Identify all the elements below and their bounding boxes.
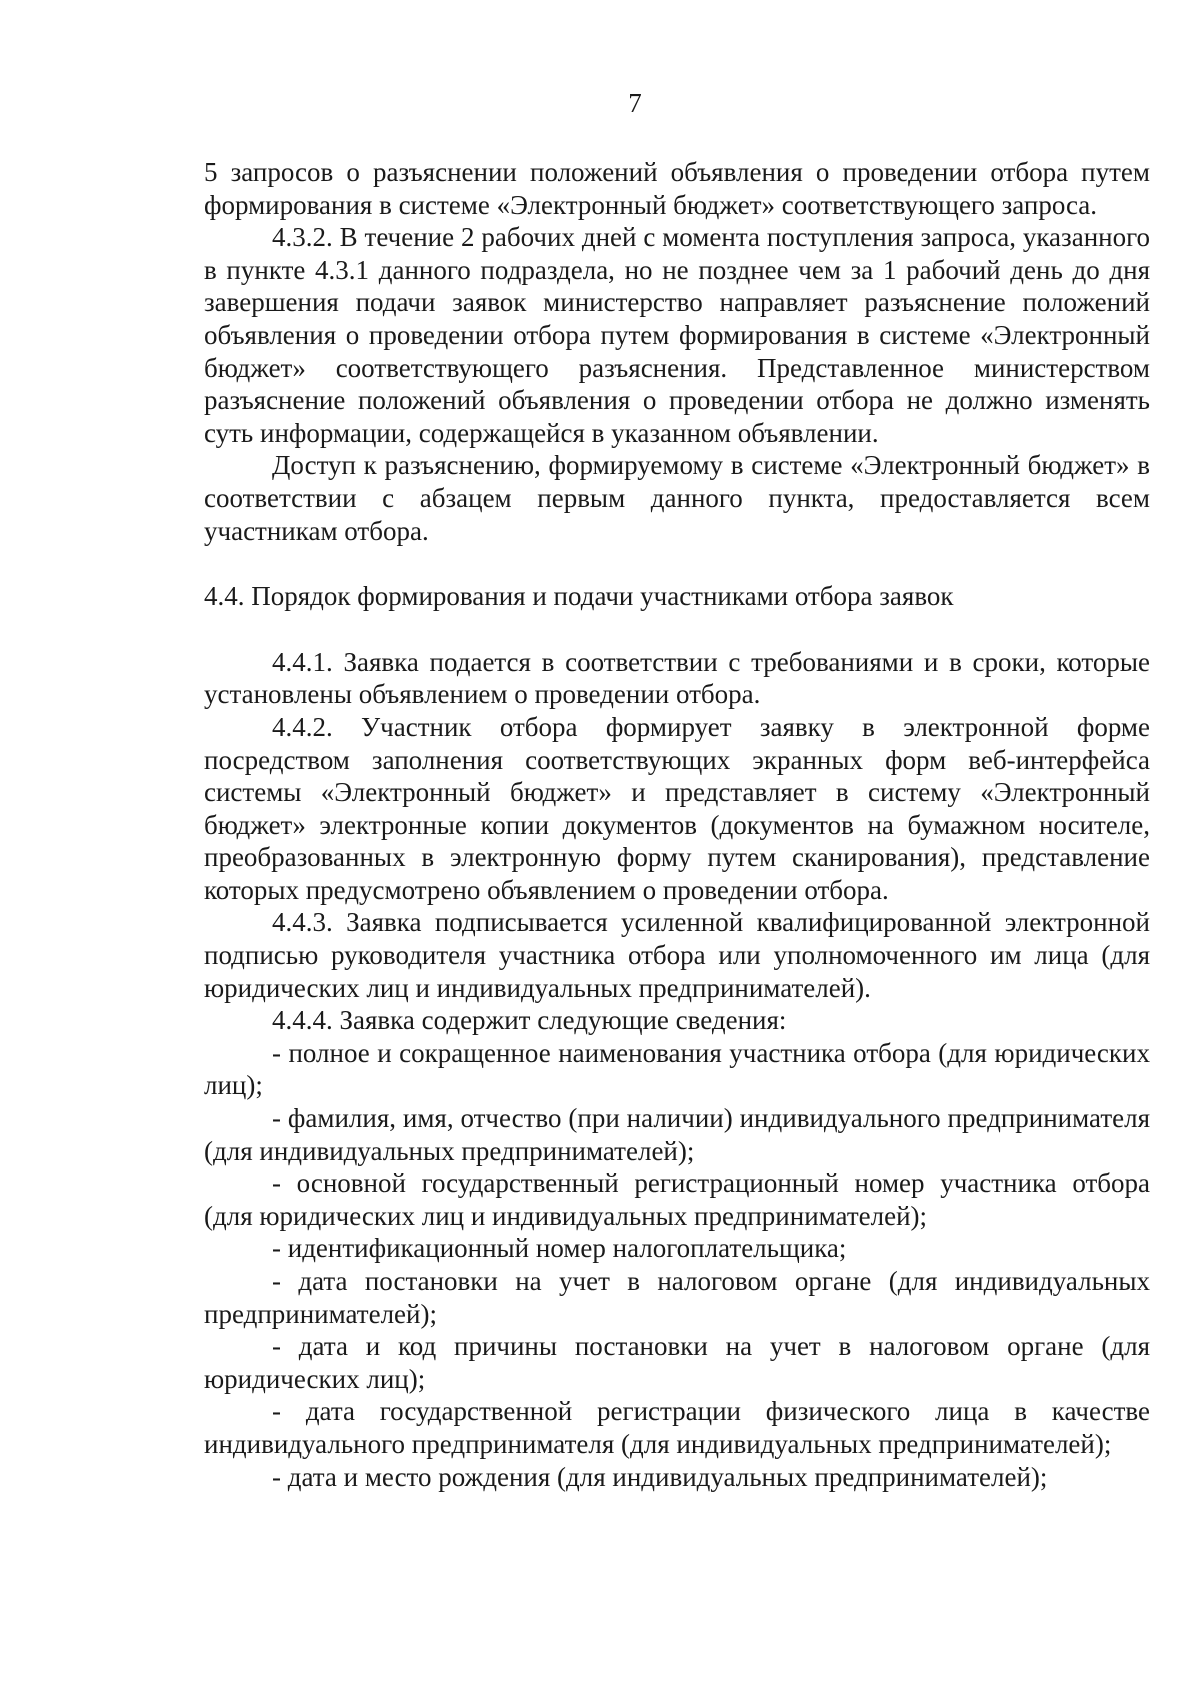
list-item: - дата постановки на учет в налоговом органе (для индивидуальных предпринимателей);	[204, 1266, 1150, 1329]
list-item: - дата и место рождения (для индивидуальных предпринимателей);	[272, 1461, 1048, 1492]
paragraph-4-4-3: 4.4.3. Заявка подписывается усиленной квалифицированной электронной подписью руководителя участника отбора или уполномоченного им лица (для юридических лиц и индивидуальных предпринимателей).	[204, 907, 1150, 1003]
list-item: - основной государственный регистрационный номер участника отбора (для юридических лиц и индивидуальных предпринимателей);	[204, 1168, 1150, 1231]
paragraph-4-4-2: 4.4.2. Участник отбора формирует заявку в электронной форме посредством заполнения соответствующих экранных форм веб-интерфейса системы «Электронный бюджет» и представляет в систему «Электронный бюджет» электронные копии документов (документов на бумажном носителе, преобразованных в электронную форму путем сканирования), представление которых предусмотрено объявлением о проведении отбора.	[204, 711, 1150, 905]
paragraph-4-3-2: 4.3.2. В течение 2 рабочих дней с момента поступления запроса, указанного в пункте 4.3.1 данного подраздела, но не позднее чем за 1 рабочий день до дня завершения подачи заявок министерство направляет разъяснение положений объявления о проведении отбора путем формирования в системе «Электронный бюджет» соответствующего разъяснения. Представленное министерством разъяснение положений объявления о проведении отбора не должно изменять суть информации, содержащейся в указанном объявлении.	[204, 222, 1150, 448]
document-body	[204, 156, 1150, 1493]
page-number: 7	[628, 88, 642, 118]
list-item: - дата государственной регистрации физического лица в качестве индивидуального предпринимателя (для индивидуальных предпринимателей);	[204, 1396, 1150, 1459]
paragraph-continuation: 5 запросов о разъяснении положений объявления о проведении отбора путем формирования в системе «Электронный бюджет» соответствующего запроса.	[204, 157, 1150, 220]
list-item: - идентификационный номер налогоплательщика;	[272, 1233, 847, 1264]
list-item: - полное и сокращенное наименования участника отбора (для юридических лиц);	[204, 1037, 1150, 1101]
list-item: - фамилия, имя, отчество (при наличии) индивидуального предпринимателя (для индивидуальных предпринимателей);	[204, 1103, 1150, 1166]
list-item: - дата и код причины постановки на учет в налоговом органе (для юридических лиц);	[204, 1331, 1150, 1394]
paragraph-access: Доступ к разъяснению, формируемому в системе «Электронный бюджет» в соответствии с абзацем первым данного пункта, предоставляется всем участникам отбора.	[204, 450, 1150, 546]
section-heading-4-4: 4.4. Порядок формирования и подачи участниками отбора заявок	[204, 581, 954, 612]
paragraph-4-4-1: 4.4.1. Заявка подается в соответствии с требованиями и в сроки, которые установлены объявлением о проведении отбора.	[204, 646, 1150, 710]
paragraph-4-4-4: 4.4.4. Заявка содержит следующие сведения:	[272, 1005, 787, 1036]
